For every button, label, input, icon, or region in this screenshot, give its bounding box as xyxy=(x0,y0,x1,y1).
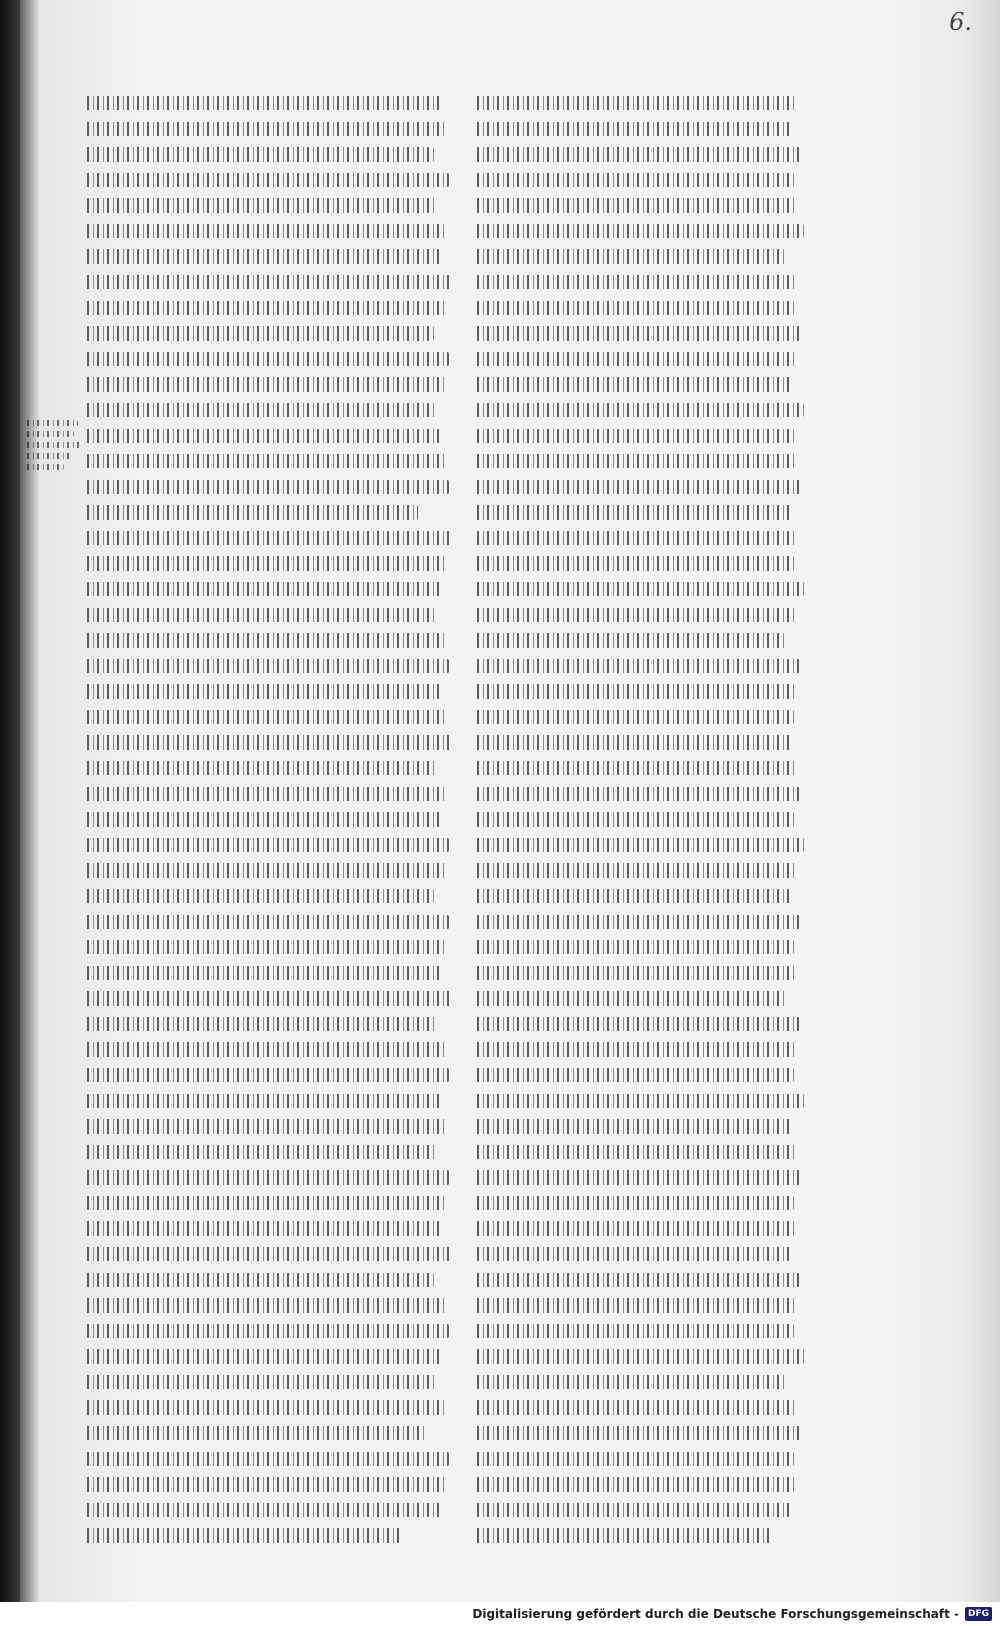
dfg-logo: DFG xyxy=(965,1607,992,1621)
marginal-annotation xyxy=(24,420,80,475)
folio-number: 6. xyxy=(949,8,972,36)
text-column-left xyxy=(84,96,464,1554)
digitization-credit-bar xyxy=(0,1602,1000,1626)
text-column-right xyxy=(474,96,814,1554)
page-gutter xyxy=(0,0,20,1626)
digitization-credit-text: Digitalisierung gefördert durch die Deutsche Forschungsgemeinschaft - xyxy=(472,1607,959,1621)
